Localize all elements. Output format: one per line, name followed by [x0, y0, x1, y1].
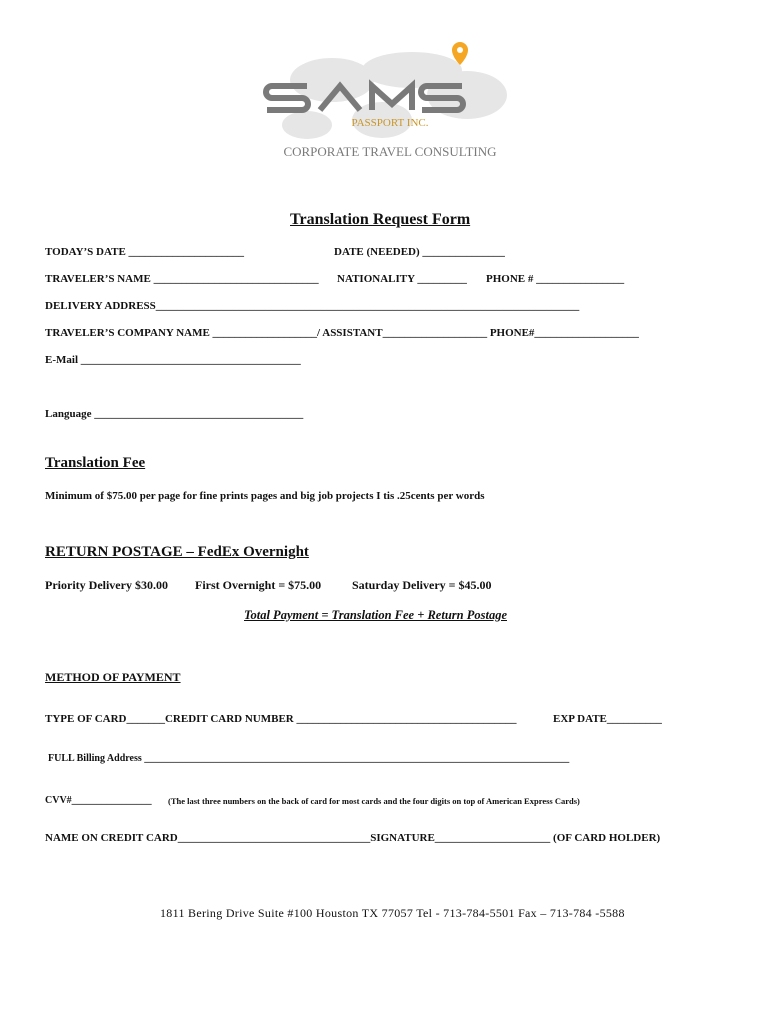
- cvv-field[interactable]: CVV#________________: [45, 795, 152, 806]
- date-needed-field[interactable]: DATE (NEEDED) _______________: [334, 246, 505, 258]
- company-logo: [262, 40, 518, 170]
- todays-date-field[interactable]: TODAY’S DATE _____________________: [45, 246, 245, 258]
- logo-graphic: [262, 40, 518, 170]
- email-field[interactable]: E-Mail ________________________________________: [45, 354, 301, 366]
- logo-sub: PASSPORT INC.: [351, 117, 429, 129]
- payment-method-heading: METHOD OF PAYMENT: [45, 670, 181, 684]
- card-type-number-field[interactable]: TYPE OF CARD_______CREDIT CARD NUMBER ________________________________________: [45, 713, 517, 725]
- phone-field[interactable]: PHONE # ________________: [486, 273, 625, 285]
- traveler-name-field[interactable]: TRAVELER’S NAME ______________________________: [45, 273, 319, 285]
- return-postage-heading: RETURN POSTAGE – FedEx Overnight: [45, 544, 309, 560]
- exp-date-field[interactable]: EXP DATE__________: [553, 713, 662, 725]
- total-payment-formula: Total Payment = Translation Fee + Return Postage: [244, 608, 507, 622]
- logo-tagline: CORPORATE TRAVEL CONSULTING: [283, 144, 497, 159]
- saturday-delivery-option: Saturday Delivery = $45.00: [352, 578, 492, 592]
- translation-fee-text: Minimum of $75.00 per page for fine prints pages and big job projects I tis .25cents per words: [45, 490, 485, 502]
- translation-fee-heading: Translation Fee: [45, 455, 146, 471]
- first-overnight-option: First Overnight = $75.00: [195, 578, 322, 592]
- cvv-note: (The last three numbers on the back of card for most cards and the four digits on top of American Express Cards): [168, 796, 580, 806]
- form-title: Translation Request Form: [290, 211, 471, 228]
- priority-delivery-option: Priority Delivery $30.00: [45, 578, 168, 592]
- footer-address: 1811 Bering Drive Suite #100 Houston TX 77057 Tel - 713-784-5501 Fax – 713-784 -5588: [160, 906, 625, 920]
- language-field[interactable]: Language ______________________________________: [45, 408, 304, 420]
- nationality-field[interactable]: NATIONALITY _________: [337, 273, 467, 285]
- billing-address-field[interactable]: FULL Billing Address _____________________________________________________________________________________: [48, 753, 570, 764]
- delivery-address-field[interactable]: DELIVERY ADDRESS_____________________________________________________________________________: [45, 300, 580, 312]
- name-signature-field[interactable]: NAME ON CREDIT CARD___________________________________SIGNATURE_____________________ (OF CARD HOLDER): [45, 832, 661, 844]
- company-assistant-phone-field[interactable]: TRAVELER’S COMPANY NAME ___________________/ ASSISTANT___________________ PHONE#___________________: [45, 327, 639, 339]
